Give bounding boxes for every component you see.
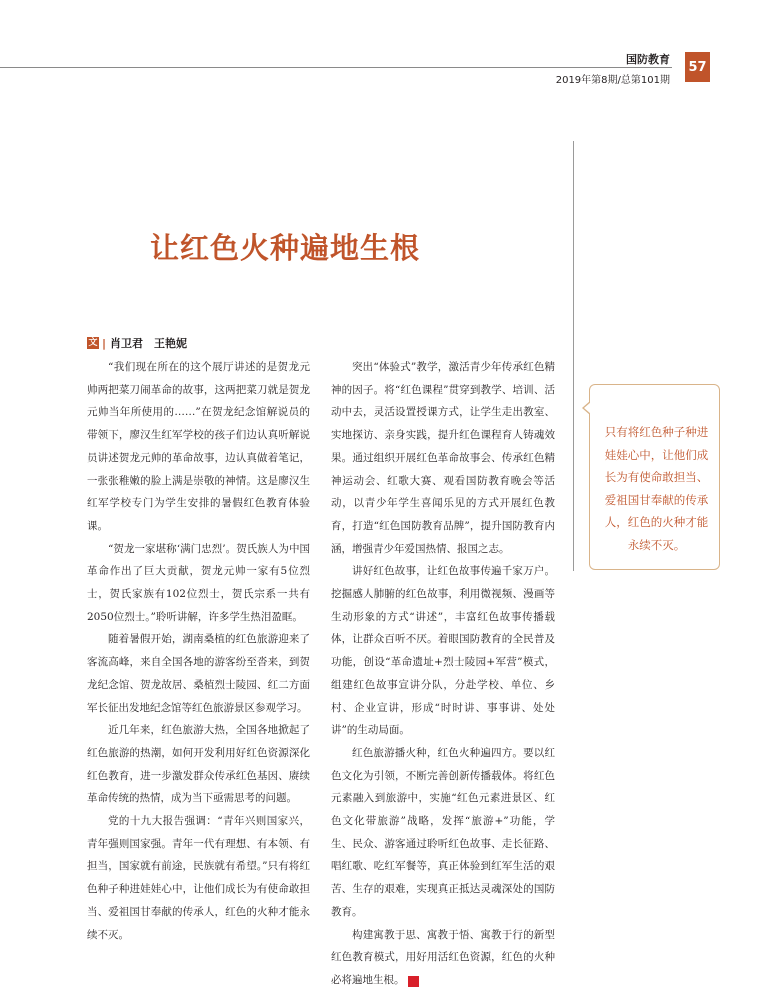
paragraph: 近几年来，红色旅游大热，全国各地掀起了红色旅游的热潮，如何开发利用好红色资源深化红色教育，进一步激发群众传承红色基因、赓续革命传统的热情，成为当下亟需思考的问题。 <box>87 724 310 805</box>
paragraph-text: 构建寓教于思、寓教于悟、寓教于行的新型红色教育模式，用好用活红色资源，红色的火种必将遍地生根。 <box>331 928 555 986</box>
issue-info: 2019年第8期/总第101期 <box>555 75 670 86</box>
paragraph: 讲好红色故事，让红色故事传遍千家万户。挖掘感人肺腑的红色故事，利用微视频、漫画等生动形象的方式“讲述”，丰富红色故事传播载体，让群众百听不厌。着眼国防教育的全民普及功能，创设“革命遗址+烈士陵园+军营”模式，组建红色故事宣讲分队，分赴学校、单位、乡村、企业宣讲，形成“时时讲、事事讲、处处讲”的生动局面。 <box>331 565 555 737</box>
paragraph: 党的十九大报告强调：“青年兴则国家兴，青年强则国家强。青年一代有理想、有本领、有担当，国家就有前途，民族就有希望。”只有将红色种子种进娃娃心中，让他们成长为有使命敢担当、爱祖国甘奉献的传承人，红色的火种才能永续不灭。 <box>87 815 310 941</box>
article-title: 让红色火种遍地生根 <box>149 231 420 265</box>
header-rule <box>0 67 672 68</box>
author-names: 肖卫君 王艳妮 <box>110 337 188 350</box>
magazine-name: 国防教育 <box>626 53 670 66</box>
paragraph: 随着暑假开始，湖南桑植的红色旅游迎来了客流高峰，来自全国各地的游客纷至沓来，到贺龙纪念馆、贺龙故居、桑植烈士陵园、红二方面军长征出发地纪念馆等红色旅游景区参观学习。 <box>87 633 310 714</box>
paragraph: 突出“体验式”教学，激活青少年传承红色精神的因子。将“红色课程”贯穿到教学、培训、活动中去，灵活设置授课方式，让学生走出教室、实地探访、亲身实践，提升红色课程育人铸魂效果。通过组织开展红色革命故事会、传承红色精神运动会、红歌大赛、观看国防教育晚会等活动，以青少年学生喜闻乐见的方式开展红色教育，打造“红色国防教育品牌”，提升国防教育内涵，增强青少年爱国热情、报国之志。 <box>331 361 555 555</box>
pull-quote: 只有将红色种子种进娃娃心中，让他们成长为有使命敢担当、爱祖国甘奉献的传承人，红色的火种才能永续不灭。 <box>589 384 720 570</box>
vertical-divider <box>573 141 574 571</box>
paragraph-last <box>331 924 555 992</box>
end-mark-icon: G <box>408 976 419 987</box>
paragraph: “我们现在所在的这个展厅讲述的是贺龙元帅两把菜刀闹革命的故事，这两把菜刀就是贺龙元帅当年所使用的……”在贺龙纪念馆解说员的带领下，廖汉生红军学校的孩子们边认真听解说员讲述贺龙元帅的革命故事，边认真做着笔记，一张张稚嫩的脸上满是崇敬的神情。这是廖汉生红军学校专门为学生安排的暑假红色教育体验课。 <box>87 361 310 532</box>
paragraph: 红色旅游播火种，红色火种遍四方。要以红色文化为引领，不断完善创新传播载体。将红色元素融入到旅游中，实施“红色元素进景区、红色文化带旅游”战略，发挥“旅游+”功能，学生、民众、游客通过聆听红色故事、走长征路、唱红歌、吃红军餐等，真正体验到红军生活的艰苦、生存的艰难，实现真正抵达灵魂深处的国防教育。 <box>331 746 555 918</box>
body-column-left <box>87 356 310 946</box>
byline <box>87 335 187 351</box>
paragraph: “贺龙一家堪称‘满门忠烈’。贺氏族人为中国革命作出了巨大贡献，贺龙元帅一家有5位烈士，贺氏家族有102位烈士，贺氏宗系一共有2050位烈士。”聆听讲解，许多学生热泪盈眶。 <box>87 542 310 623</box>
author-tag: 文 <box>88 338 98 348</box>
byline-separator: | <box>102 336 107 350</box>
page-number: 57 <box>685 52 710 82</box>
body-column-right <box>331 356 555 992</box>
